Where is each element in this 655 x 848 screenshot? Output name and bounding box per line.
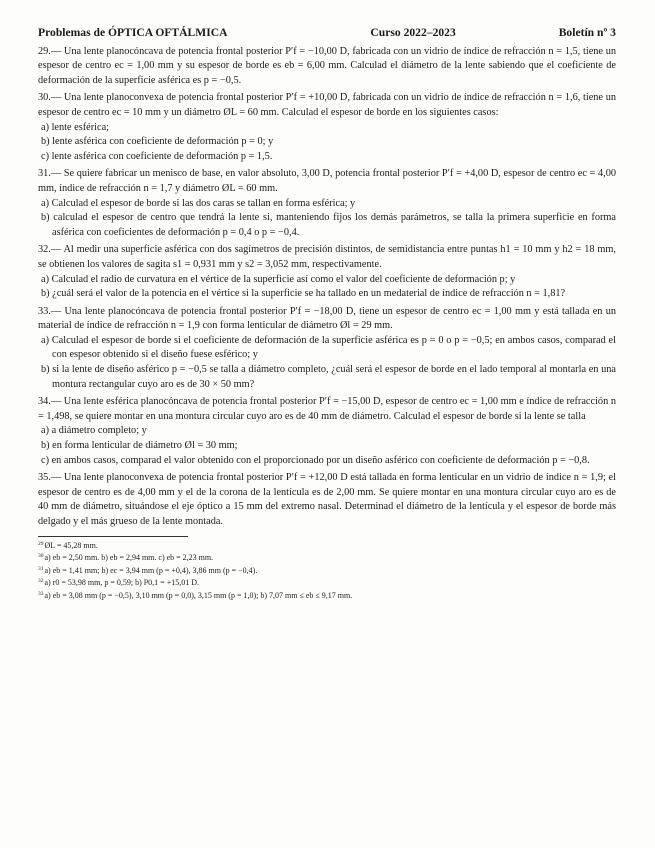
answer-footnote: $^{33}$a) eb = 3,08 mm (p = −0,5), 3,10 mm (p = 0,0), 3,15 mm (p = 1,0); b) 7,07 mm ≤ eb ≤ 9,17 mm. [38,590,353,600]
problem-item: a) Calculad el espesor de borde si las dos caras se tallan en forma esférica; y [41,197,356,209]
problem-items [38,197,616,241]
page-header [38,26,616,41]
page-content [38,26,616,602]
problem-30 [38,91,616,164]
problem-statement: 35.— Una lente planoconvexa de potencia frontal posterior P′f = +12,00 D está tallada en forma lenticular en un vidrio de índice n = 1,9; el espesor de centro es de 4,00 mm y el de la corona de la lentícula es de 2,00 mm. Se quiere montar en una montura circular cuyo aro es de 40 mm de diámetro, situándose el eje óptico a 15 mm del extremo nasal. Determinad el diámetro de la lentícula y el espesor de borde más delgado y el más grueso de la lente montada. [38,472,616,527]
problem-item: b) ¿cuál será el valor de la potencia en el vértice si la superficie se ha tallado en un medaterial de índice de refracción n = 1,81? [41,288,566,300]
problem-items [38,121,616,165]
problem-statement: 33.— Una lente planocóncava de potencia frontal posterior P′f = −18,00 D, tiene un espesor de centro ec = 1,00 mm y está tallada en un material de índice de refracción n = 1,9 con forma lenticular de diámetro Øl = 29 mm. [38,305,616,332]
problem-statement: 31.— Se quiere fabricar un menisco de base, en valor absoluto, 3,00 D, potencia frontal posterior P′f = +4,00 D, espesor de centro ec = 4,00 mm, índice de refracción n = 1,7 y diámetro ØL = 60 mm. [38,168,616,194]
problem-34 [38,395,616,468]
bulletin-label: Boletín nº 3 [558,26,616,39]
answer-footnote: $^{30}$a) eb = 2,50 mm. b) eb = 2,94 mm. c) eb = 2,23 mm. [38,553,214,563]
problem-item: a) a diámetro completo; y [41,425,147,437]
problem-item: c) en ambos casos, comparad el valor obtenido con el proporcionado por un diseño asférico con coeficiente de deformación p = −0,8. [41,454,590,466]
problem-item: a) Calculad el radio de curvatura en el vértice de la superficie así como el valor del coeficiente de deformación p; y [41,273,516,285]
problem-32 [38,243,616,301]
problem-35 [38,471,616,529]
problem-item: b) en forma lenticular de diámetro Øl = 30 mm; [41,440,238,452]
problem-item: b) lente asférica con coeficiente de deformación p = 0; y [41,136,274,148]
answer-footnote: $^{31}$a) eb = 1,41 mm; b) ec = 3,94 mm (p = +0,4), 3,86 mm (p = −0,4). [38,565,258,575]
problem-items [38,334,616,392]
problem-29 [38,45,616,89]
problem-items [38,424,616,468]
problem-33 [38,305,616,393]
problem-statement: 29.— Una lente planocóncava de potencia frontal posterior P′f = −10,00 D, fabricada con un vidrio de índice de refracción n = 1,5, tiene un espesor de centro ec = 1,00 mm y su espesor de borde es eb = 6,00 mm. Calculad el diámetro de la lente sabiendo que el coeficiente de deformación de la superficie asférica es p = −0,5. [38,45,616,86]
problem-item: b) si la lente de diseño asférico p = −0,5 se talla a diámetro completo, ¿cuál será el espesor de borde en el lado temporal al montarla en una montura rectangular cuyo aro es de 30 × 50 mm? [41,364,616,390]
problem-item: a) Calculad el espesor de borde si el coeficiente de deformación de la superficie asférica es p = 0 o p = −0,5; en ambos casos, comparad el con espesor obtenido si el diseño fuese esférico; y [41,334,616,361]
problem-31 [38,167,616,240]
problem-statement: 30.— Una lente planoconvexa de potencia frontal posterior P′f = +10,00 D, fabricada con un vidrio de índice de refracción n = 1,6, tiene un espesor de centro ec = 10 mm y un diámetro ØL = 60 mm. Calculad el espesor de borde en los siguientes casos: [38,92,616,118]
problem-item: a) lente esférica; [41,121,110,133]
answer-footnote: $^{29}$ØL = 45,28 mm. [38,540,98,550]
answer-footnote: $^{32}$a) r0 = 53,98 mm, p = 0,59; b) P0,1 = +15,01 D. [38,578,199,588]
problem-item: b) calculad el espesor de centro que tendrá la lente si, manteniendo fijos los demás parámetros, se talla la primera superficie en forma asférica con coeficientes de deformación p = 0,4 o p = −0,4. [41,212,616,238]
problem-items [38,273,616,302]
problem-statement: 34.— Una lente esférica planocóncava de potencia frontal posterior P′f = −15,00 D, espesor de centro ec = 1,00 mm e índice de refracción n = 1,498, se quiere montar en una montura circular cuyo aro es de 40 mm de diámetro. Calculad el espesor de borde si la lente se talla [38,396,616,422]
problem-statement: 32.— Al medir una superficie asférica con dos sagímetros de precisión distintos, de semidistancia entre puntas h1 = 10 mm y h2 = 18 mm, se obtienen los valores de sagita s1 = 0,931 mm y s2 = 3,052 mm, respectivamente. [38,244,616,270]
course-label: Curso 2022–2023 [370,26,456,39]
answers-footnotes [38,536,353,602]
document-title: Problemas de ÓPTICA OFTÁLMICA [38,26,228,39]
problem-item: c) lente asférica con coeficiente de deformación p = 1,5. [41,150,273,162]
